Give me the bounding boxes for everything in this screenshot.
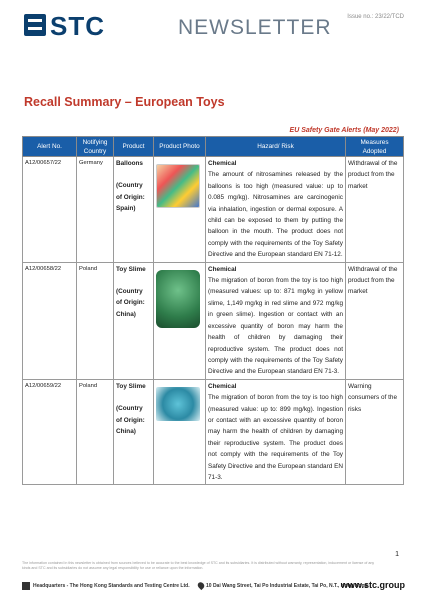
col-measures-adopted: Measures Adopted bbox=[346, 137, 404, 157]
product-cell bbox=[114, 262, 154, 379]
hazard-cell bbox=[206, 262, 346, 379]
measures-adopted: Warning consumers of the risks bbox=[346, 379, 404, 485]
alert-number: A12/00659/22 bbox=[23, 379, 77, 485]
product-name: Toy Slime bbox=[116, 382, 146, 390]
hazard-type: Chemical bbox=[208, 382, 237, 390]
hazard-type: Chemical bbox=[208, 265, 237, 273]
product-name: Balloons bbox=[116, 160, 143, 167]
issue-number: Issue no.: 23/22/TCD bbox=[347, 14, 404, 20]
col-product: Product bbox=[114, 137, 154, 157]
headquarters-label: Headquarters - The Hong Kong Standards and Testing Centre Ltd. bbox=[33, 583, 190, 589]
footer-bar bbox=[22, 580, 405, 594]
page-header bbox=[24, 10, 404, 44]
product-origin: China) bbox=[116, 310, 136, 318]
col-notifying-country: Notifying Country bbox=[77, 137, 114, 157]
product-origin: of Origin: bbox=[116, 193, 145, 201]
hazard-description: The migration of boron from the toy is too high (measured value: up to: 899 mg/kg). Ingestion or contact with an excessive quantity of boron may harm the health of children by damaging their reproductive system. The product does not comply with the requirements of the Toy Safety Directive and the European standard EN 71-3. bbox=[208, 394, 343, 481]
product-cell bbox=[114, 157, 154, 263]
location-pin-icon bbox=[196, 581, 205, 590]
table-header-row bbox=[23, 137, 404, 157]
page-number: 1 bbox=[395, 551, 399, 558]
alert-number: A12/00657/22 bbox=[23, 157, 77, 263]
hazard-description: The amount of nitrosamines released by the balloons is too high (measured value: up to 0.085 mg/kg). Nitrosamines are carcinogenic via inhalation, ingestion or dermal exposure. A child can be exposed to them by putting the balloon in the mouth. The product does not comply with the requirements of the Toy Safety Directive and the European standard EN 71-12. bbox=[208, 171, 343, 259]
table-row bbox=[23, 379, 404, 485]
disclaimer: The information contained in this newsletter is obtained from sources believed to be accurate to the best knowledge of STC and its subsidiaries. It is distributed without warranty, representation, inducement or license of any kinds and STC and its subsidiaries do not assume any legal responsibility for use or reliance upon the information. bbox=[22, 561, 375, 570]
hazard-cell bbox=[206, 379, 346, 485]
col-product-photo: Product Photo bbox=[154, 137, 206, 157]
balloons-photo bbox=[156, 164, 200, 208]
notifying-country: Poland bbox=[77, 262, 114, 379]
stc-logo-icon bbox=[24, 14, 46, 36]
product-origin: of Origin: bbox=[116, 299, 145, 307]
slime-jar-photo bbox=[156, 270, 200, 328]
product-origin: China) bbox=[116, 427, 136, 435]
product-photo-cell bbox=[154, 262, 206, 379]
table-row bbox=[23, 262, 404, 379]
building-icon bbox=[22, 582, 30, 590]
product-origin: (Country bbox=[116, 288, 143, 296]
hazard-description: The migration of boron from the toy is too high (measured values: up to: 871 mg/kg in yellow slime, 1,149 mg/kg in red slime and 972 mg/kg in green slime). Ingestion or contact with an excessive quantity of boron may harm the health of children by damaging their reproductive system. The product does not comply with the requirements of the Toy Safety Directive and the European standard EN 71-3. bbox=[208, 277, 343, 376]
product-origin: Spain) bbox=[116, 205, 136, 213]
logo-text: STC bbox=[50, 11, 105, 41]
product-name: Toy Slime bbox=[116, 265, 146, 273]
hazard-type: Chemical bbox=[208, 160, 237, 167]
address: 10 Dai Wang Street, Tai Po Industrial Estate, Tai Po, N.T., Hong Kong bbox=[206, 583, 368, 589]
product-cell bbox=[114, 379, 154, 485]
product-photo-cell bbox=[154, 379, 206, 485]
product-origin: of Origin: bbox=[116, 416, 145, 424]
hazard-cell bbox=[206, 157, 346, 263]
notifying-country: Germany bbox=[77, 157, 114, 263]
product-origin: (Country bbox=[116, 405, 143, 413]
product-origin: (Country bbox=[116, 182, 143, 190]
measures-adopted: Withdrawal of the product from the market bbox=[346, 262, 404, 379]
slime-photo bbox=[156, 387, 200, 421]
product-photo-cell bbox=[154, 157, 206, 263]
measures-adopted: Withdrawal of the product from the market bbox=[346, 157, 404, 263]
alert-number: A12/00658/22 bbox=[23, 262, 77, 379]
website-link[interactable]: www.stc.group bbox=[340, 580, 405, 590]
notifying-country: Poland bbox=[77, 379, 114, 485]
col-hazard-risk: Hazard/ Risk bbox=[206, 137, 346, 157]
page-title: Recall Summary – European Toys bbox=[24, 95, 225, 109]
col-alert-no: Alert No. bbox=[23, 137, 77, 157]
newsletter-heading: NEWSLETTER bbox=[178, 16, 332, 39]
recall-table bbox=[22, 136, 404, 485]
table-row bbox=[23, 157, 404, 263]
table-title: EU Safety Gate Alerts (May 2022) bbox=[289, 127, 399, 134]
